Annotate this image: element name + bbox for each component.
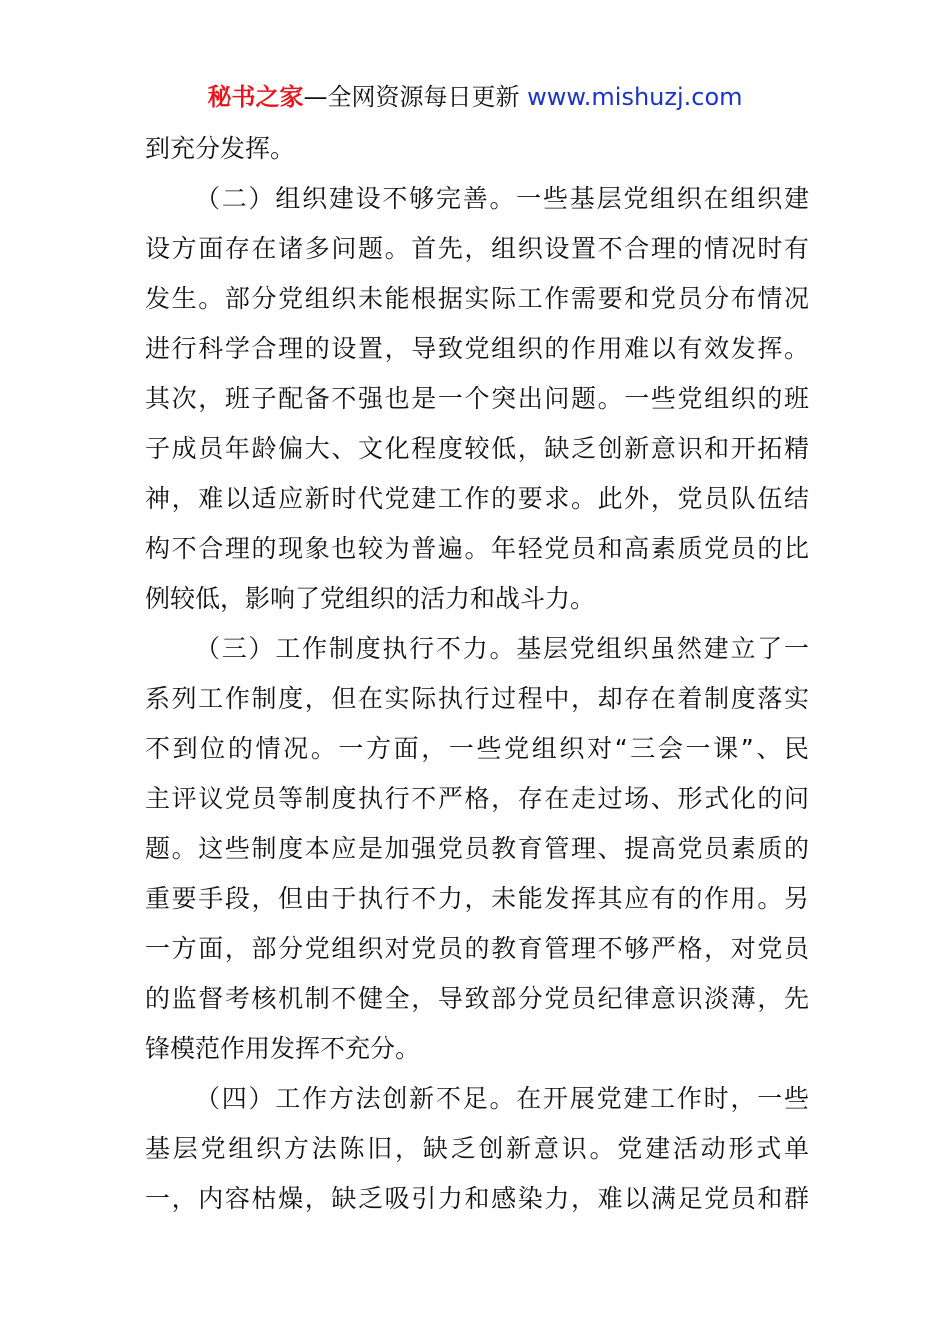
site-header bbox=[0, 80, 950, 114]
site-brand: 秘书之家 bbox=[207, 83, 304, 111]
text-line: 一方面，部分党组织对党员的教育管理不够严格，对党员 bbox=[145, 934, 809, 963]
text-line: 不到位的情况。一方面，一些党组织对“三会一课”、民 bbox=[145, 734, 809, 763]
text-line: 设方面存在诸多问题。首先，组织设置不合理的情况时有 bbox=[145, 234, 809, 263]
text-line: 发生。部分党组织未能根据实际工作需要和党员分布情况 bbox=[145, 284, 809, 313]
paragraph-heading-line: （三）工作制度执行不力。基层党组织虽然建立了一 bbox=[195, 634, 809, 663]
text-line: 构不合理的现象也较为普遍。年轻党员和高素质党员的比 bbox=[145, 534, 809, 563]
text-line: 一，内容枯燥，缺乏吸引力和感染力，难以满足党员和群 bbox=[145, 1184, 809, 1213]
text-line: 其次，班子配备不强也是一个突出问题。一些党组织的班 bbox=[145, 384, 809, 413]
text-line: 进行科学合理的设置，导致党组织的作用难以有效发挥。 bbox=[145, 334, 809, 363]
text-line: 例较低，影响了党组织的活力和战斗力。 bbox=[145, 584, 596, 613]
text-line: 基层党组织方法陈旧，缺乏创新意识。党建活动形式单 bbox=[145, 1134, 809, 1163]
text-line: 神，难以适应新时代党建工作的要求。此外，党员队伍结 bbox=[145, 484, 809, 513]
text-line: 锋模范作用发挥不充分。 bbox=[145, 1034, 421, 1063]
text-line: 题。这些制度本应是加强党员教育管理、提高党员素质的 bbox=[145, 834, 809, 863]
text-line: 重要手段，但由于执行不力，未能发挥其应有的作用。另 bbox=[145, 884, 809, 913]
text-line: 系列工作制度，但在实际执行过程中，却存在着制度落实 bbox=[145, 684, 809, 713]
text-line: 主评议党员等制度执行不严格，存在走过场、形式化的问 bbox=[145, 784, 809, 813]
text-line: 到充分发挥。 bbox=[145, 134, 296, 163]
paragraph-heading-line: （二）组织建设不够完善。一些基层党组织在组织建 bbox=[195, 184, 809, 213]
site-tagline: —全网资源每日更新 bbox=[303, 83, 528, 111]
paragraph-heading-line: （四）工作方法创新不足。在开展党建工作时，一些 bbox=[195, 1084, 809, 1113]
site-url-link[interactable]: www.mishuzj.com bbox=[527, 83, 743, 111]
text-line: 的监督考核机制不健全，导致部分党员纪律意识淡薄，先 bbox=[145, 984, 809, 1013]
document-body bbox=[145, 124, 809, 1224]
text-line: 子成员年龄偏大、文化程度较低，缺乏创新意识和开拓精 bbox=[145, 434, 809, 463]
